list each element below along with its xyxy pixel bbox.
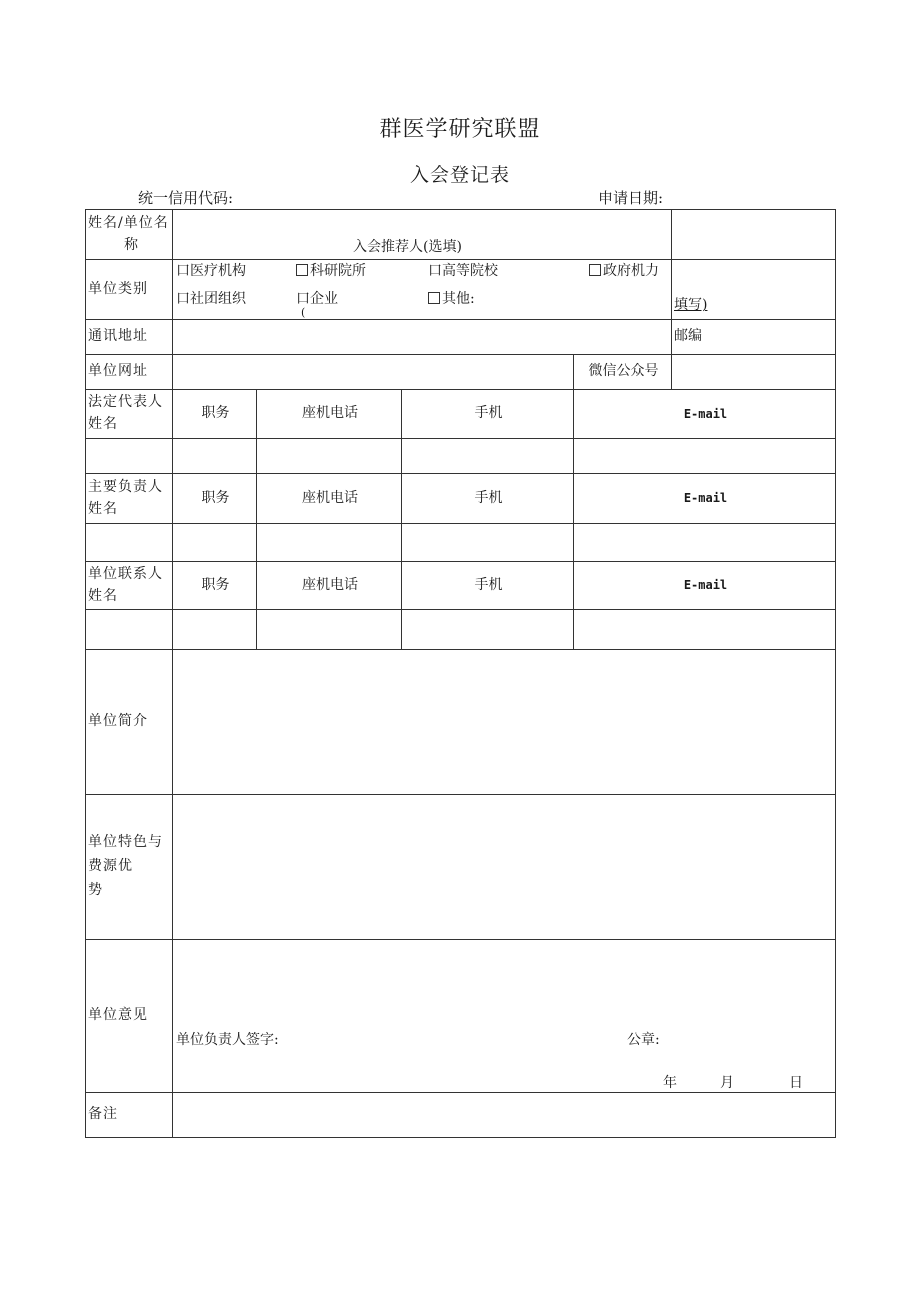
col-position: 职务 <box>173 390 257 439</box>
option-other[interactable]: 其他: <box>428 289 475 311</box>
head-label: 主要负责人 姓名 <box>86 474 173 524</box>
legal-rep-label: 法定代表人 姓名 <box>86 390 173 439</box>
month-label: 月 <box>720 1074 734 1091</box>
option-social[interactable]: 口社团组织 <box>176 291 246 307</box>
col-email: E-mail <box>574 474 836 524</box>
address-input[interactable] <box>173 320 672 355</box>
opinion-label: 单位意见 <box>86 940 173 1093</box>
option-research[interactable]: 科研院所 <box>296 261 366 283</box>
col-mobile: 手机 <box>402 390 574 439</box>
col-mobile: 手机 <box>402 474 574 524</box>
contact-mobile-input[interactable] <box>402 610 574 650</box>
org-title: 群医学研究联盟 <box>379 117 541 142</box>
postcode-cell[interactable] <box>672 320 836 355</box>
address-label: 通讯地址 <box>86 320 173 355</box>
name-label-line2: 称 <box>124 236 139 253</box>
wechat-label: 微信公众号 <box>574 355 672 390</box>
legal-rep-landline-input[interactable] <box>257 439 402 474</box>
credit-code-label: 统一信用代码: <box>138 189 234 207</box>
contact-email-input[interactable] <box>574 610 836 650</box>
head-landline-input[interactable] <box>257 524 402 562</box>
name-label-cell <box>86 210 173 260</box>
head-email-input[interactable] <box>574 524 836 562</box>
name-input[interactable] <box>173 210 672 260</box>
apply-date-label: 申请日期: <box>598 189 664 207</box>
col-mobile: 手机 <box>402 562 574 610</box>
head-name-input[interactable] <box>86 524 173 562</box>
contact-name-input[interactable] <box>86 610 173 650</box>
feature-label: 单位特色与 费源优 势 <box>86 795 173 940</box>
legal-rep-name-input[interactable] <box>86 439 173 474</box>
checkbox-icon <box>589 264 601 276</box>
intro-input[interactable] <box>173 650 836 795</box>
website-label: 单位网址 <box>86 355 173 390</box>
feature-input[interactable] <box>173 795 836 940</box>
checkbox-icon <box>296 264 308 276</box>
contact-label: 单位联系人 姓名 <box>86 562 173 610</box>
contact-landline-input[interactable] <box>257 610 402 650</box>
seal-label: 公章: <box>627 1031 660 1048</box>
remarks-input[interactable] <box>173 1093 836 1138</box>
contact-position-input[interactable] <box>173 610 257 650</box>
wechat-input[interactable] <box>672 355 836 390</box>
head-mobile-input[interactable] <box>402 524 574 562</box>
stray-mark: ( <box>301 306 306 319</box>
intro-label: 单位简介 <box>86 650 173 795</box>
option-enterprise[interactable]: 口企业 <box>296 291 338 307</box>
checkbox-icon <box>428 292 440 304</box>
recommender-input[interactable] <box>672 210 836 260</box>
head-position-input[interactable] <box>173 524 257 562</box>
website-input[interactable] <box>173 355 574 390</box>
registration-form-table <box>85 209 836 1138</box>
option-medical[interactable]: 口医疗机构 <box>176 263 246 279</box>
legal-rep-email-input[interactable] <box>574 439 836 474</box>
form-title: 入会登记表 <box>409 164 510 186</box>
col-position: 职务 <box>173 562 257 610</box>
category-options <box>173 260 672 320</box>
option-government[interactable]: 政府机力 <box>589 261 659 283</box>
signature-label: 单位负责人签字: <box>176 1031 279 1048</box>
legal-rep-mobile-input[interactable] <box>402 439 574 474</box>
col-landline: 座机电话 <box>257 474 402 524</box>
fill-note: 填写) <box>674 297 708 314</box>
opinion-cell[interactable] <box>173 940 836 1093</box>
postcode-label: 邮编 <box>674 328 702 345</box>
day-label: 日 <box>789 1074 803 1091</box>
col-landline: 座机电话 <box>257 390 402 439</box>
legal-rep-position-input[interactable] <box>173 439 257 474</box>
col-landline: 座机电话 <box>257 562 402 610</box>
col-email: E-mail <box>574 390 836 439</box>
col-email: E-mail <box>574 562 836 610</box>
col-position: 职务 <box>173 474 257 524</box>
remarks-label: 备注 <box>86 1093 173 1138</box>
category-label: 单位类别 <box>86 260 173 320</box>
option-university[interactable]: 口高等院校 <box>428 263 498 279</box>
recommender-label: 入会推荐人(选填) <box>353 239 462 255</box>
name-label-line1: 姓名/单位名 <box>88 214 169 231</box>
year-label: 年 <box>663 1074 677 1091</box>
fill-note-cell <box>672 260 836 320</box>
